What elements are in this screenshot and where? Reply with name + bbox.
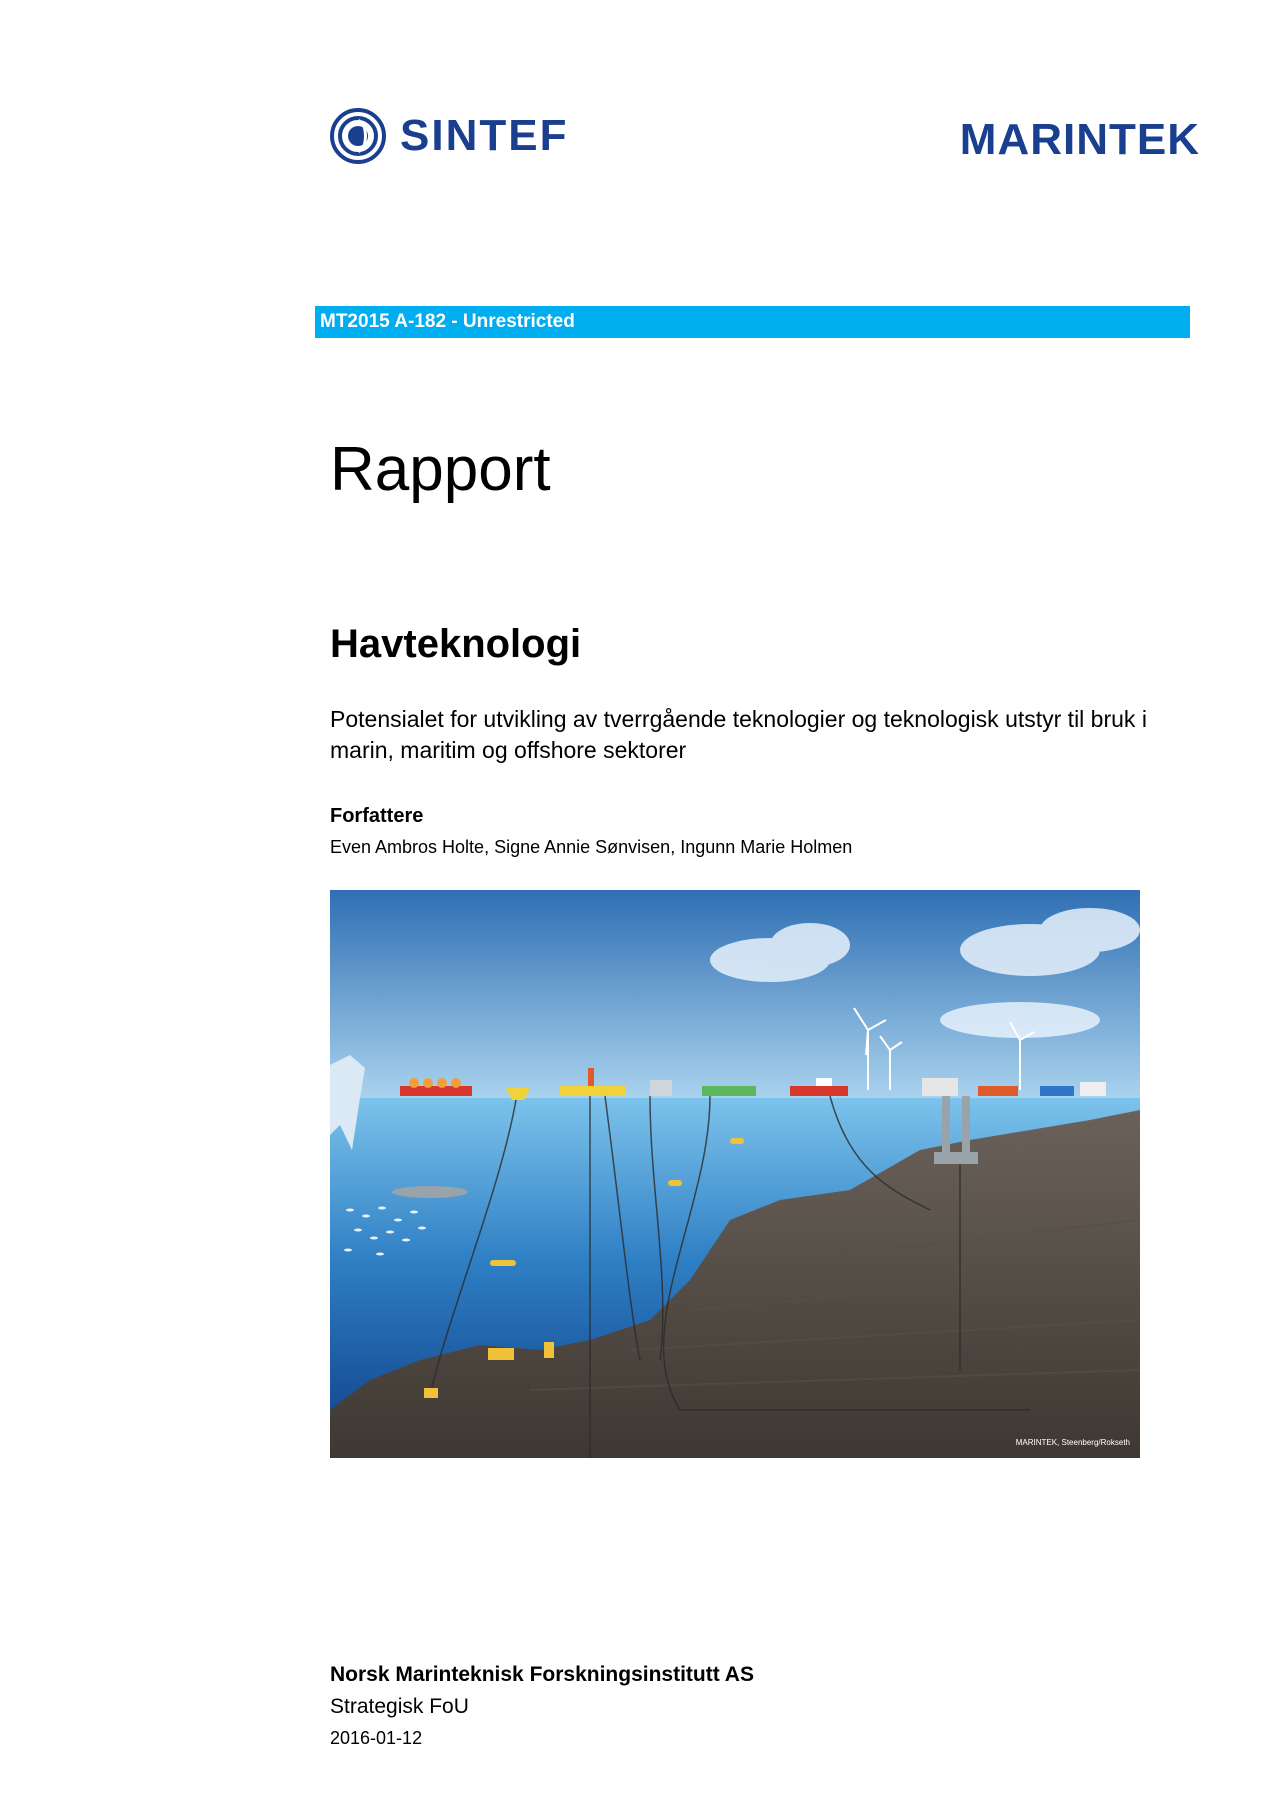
illustration-credit: MARINTEK, Steenberg/Rokseth: [1015, 1438, 1130, 1447]
marintek-logo: MARINTEK: [959, 115, 1200, 164]
submarine: [392, 1186, 468, 1198]
report-id-banner: [315, 306, 1190, 338]
sintef-logo: [330, 108, 595, 168]
document-subtitle: Potensialet for utvikling av tverrgående teknologier og teknologisk utstyr til bruk i marin, maritim og offshore sektorer: [330, 706, 1147, 763]
sintef-wordmark: SINTEF: [400, 111, 569, 160]
authors-heading: Forfattere: [330, 805, 424, 827]
authors-list: Even Ambros Holte, Signe Annie Sønvisen, Ingunn Marie Holmen: [330, 837, 853, 857]
cover-illustration: [330, 890, 1140, 1458]
document-title: Havteknologi: [330, 622, 582, 666]
report-id: MT2015 A-182 - Unrestricted: [320, 311, 575, 332]
document-date: 2016-01-12: [330, 1728, 423, 1748]
organization-name: Norsk Marinteknisk Forskningsinstitutt AS: [330, 1663, 754, 1686]
document-type: Rapport: [330, 435, 551, 504]
ocean-technology-illustration: [330, 890, 1140, 1458]
sky: [330, 890, 1140, 1098]
department: Strategisk FoU: [330, 1695, 469, 1718]
sintef-emblem-icon: [330, 108, 386, 164]
